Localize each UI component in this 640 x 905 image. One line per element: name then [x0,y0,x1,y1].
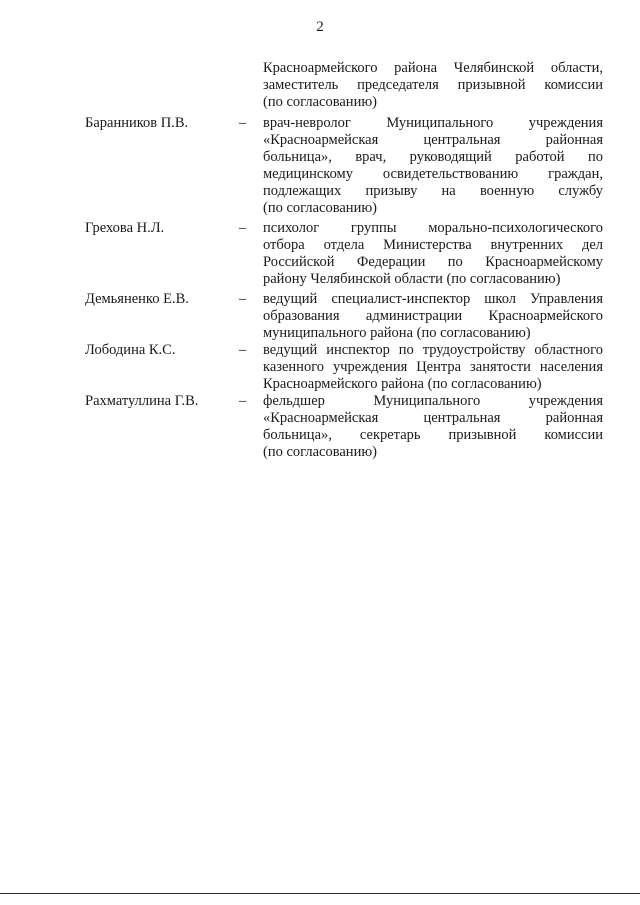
description-line: заместитель председателя призывной комиссии [263,77,603,94]
description-line: больница», врач, руководящий работой по [263,149,603,166]
dash-separator: – [239,115,247,131]
description-line: фельдшер Муниципального учреждения [263,393,603,409]
description-line: психолог группы морально-психологического [263,220,603,236]
page-number: 2 [316,19,324,35]
dash-separator: – [239,291,247,307]
description-line: «Красноармейская центральная районная [263,410,603,427]
description-line: отбора отдела Министерства внутренних дел [263,237,603,254]
description-line: казенного учреждения Центра занятости населения [263,359,603,376]
description-line: (по согласованию) [263,94,377,111]
description-line: (по согласованию) [263,444,377,461]
description-line: образования администрации Красноармейского [263,308,603,325]
member-description [263,220,603,288]
member-description [263,342,603,393]
dash-separator: – [239,342,247,358]
dash-separator: – [239,393,247,409]
member-name: Демьяненко Е.В. [85,291,189,307]
member-description [263,115,603,218]
description-line: Российской Федерации по Красноармейскому [263,254,603,271]
member-name: Грехова Н.Л. [85,220,165,236]
description-line: муниципального района (по согласованию) [263,325,531,342]
page-bottom-rule [0,893,640,894]
description-line: медицинскому освидетельствованию граждан, [263,166,603,183]
description-line: ведущий специалист-инспектор школ Управления [263,291,603,307]
member-name: Баранников П.В. [85,115,189,131]
dash-separator: – [239,220,247,236]
description-line: врач-невролог Муниципального учреждения [263,115,603,131]
intro-description [263,60,603,111]
member-description [263,291,603,342]
member-name: Лободина К.С. [85,342,176,358]
description-line: подлежащих призыву на военную службу [263,183,603,200]
description-line: району Челябинской области (по согласованию) [263,271,561,288]
description-line: больница», секретарь призывной комиссии [263,427,603,444]
description-line: Красноармейского района (по согласованию) [263,376,542,393]
member-name: Рахматуллина Г.В. [85,393,199,409]
description-line: Красноармейского района Челябинской области, [263,60,603,76]
description-line: ведущий инспектор по трудоустройству областного [263,342,603,358]
description-line: (по согласованию) [263,200,377,217]
member-description [263,393,603,461]
description-line: «Красноармейская центральная районная [263,132,603,149]
